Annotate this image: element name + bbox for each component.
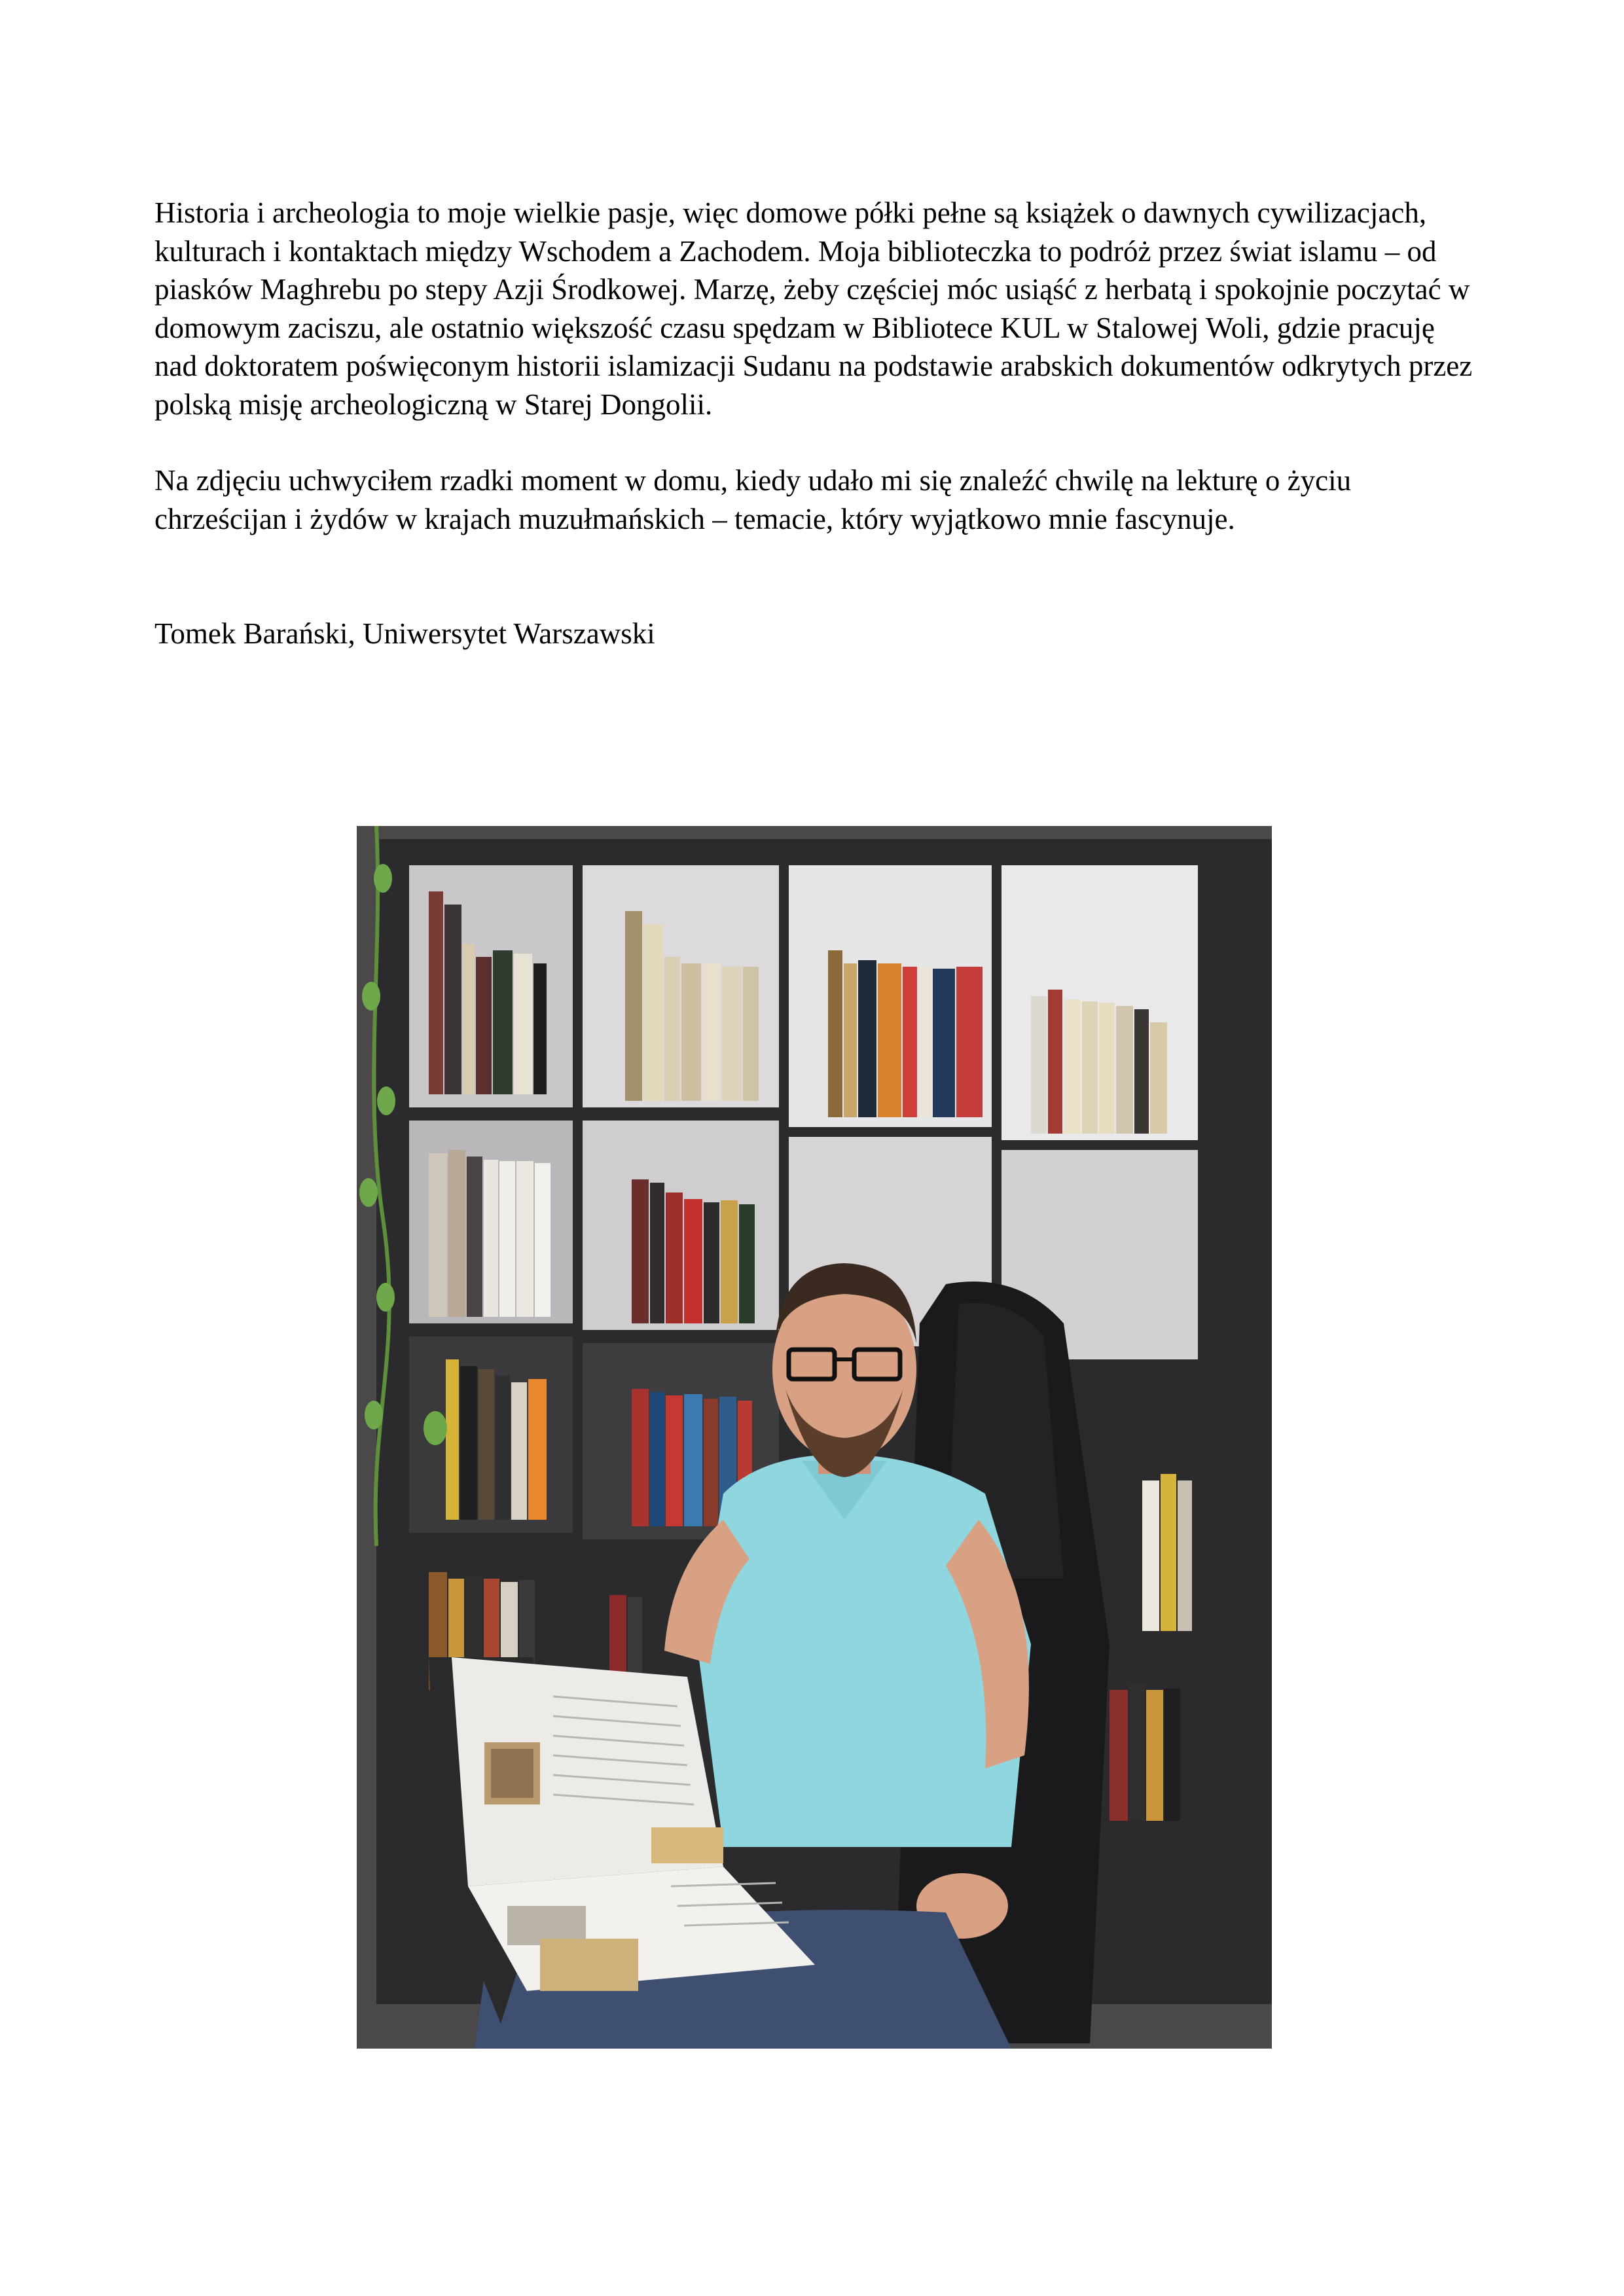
paragraph-intro: Historia i archeologia to moje wielkie pasje, więc domowe półki pełne są książek o dawnych cywilizacjach, kulturach i kontaktach między Wschodem a Zachodem. Moja biblioteczka to podróż przez świat islamu – od piasków Maghrebu po stepy Azji Środkowej. Marzę, żeby częściej móc usiąść z herbatą i spokojnie poczytać w domowym zaciszu, ale ostatnio większość czasu spędzam w Bibliotece KUL w Stalowej Woli, gdzie pracuję nad doktoratem poświęconym historii islamizacji Sudanu na podstawie arabskich dokumentów odkrytych przez polską misję archeologiczną w Starej Dongolii. — [154, 196, 1473, 421]
document-body — [154, 194, 1477, 653]
paragraph-photo-caption: Na zdjęciu uchwyciłem rzadki moment w domu, kiedy udało mi się znaleźć chwilę na lekturę o życiu chrześcijan i żydów w krajach muzułmańskich – temacie, który wyjątkowo mnie fascynuje. — [154, 464, 1352, 535]
portrait-photo — [357, 826, 1272, 2049]
author-signature: Tomek Barański, Uniwersytet Warszawski — [154, 617, 655, 650]
portrait-photo-illustration — [357, 826, 1272, 2049]
